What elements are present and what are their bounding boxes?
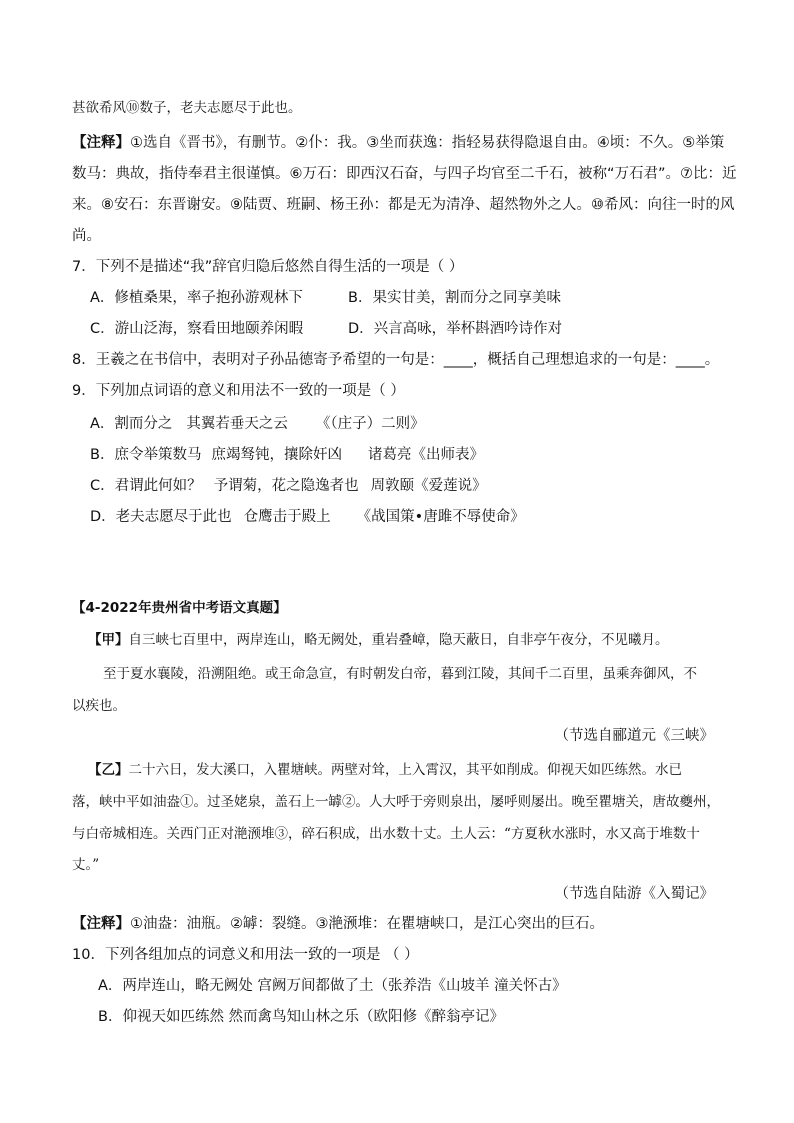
section-title: 【4-2022年贵州省中考语文真题】 [72, 600, 287, 616]
question-7-option-a: A．修植桑果，率子抱孙游观林下 [90, 290, 303, 306]
question-7-option-d: D．兴言高咏，举杯斟酒吟诗作对 [348, 321, 563, 337]
option-part: C．君谓此何如？ [90, 478, 202, 494]
passage-source: （节选自郦道元《三峡》 [554, 728, 714, 744]
passage-text: 二十六日，发大溪口，入瞿塘峡。两壁对耸，上入霄汉，其平如削成。仰视天如匹练然。水已 [128, 762, 682, 778]
question-8-stem: 8．王羲之在书信中，表明对子孙品德寄予希望的一句是：____，概括自己理想追求的一句是：____。 [72, 352, 720, 368]
option-part: 庶竭驽钝，攘除奸凶 [211, 447, 342, 463]
question-7-option-b: B．果实甘美，割而分之同享美味 [348, 290, 561, 306]
question-10-option-a: A．两岸连山，略无阙处 宫阙万间都做了土（张养浩《山坡羊 潼关怀古》 [98, 978, 567, 994]
option-source: 周敦颐《爱莲说》 [370, 478, 487, 494]
passage-label: 【甲】 [88, 632, 129, 648]
option-source: 《战国策•唐雎不辱使命》 [356, 509, 525, 525]
annotation-text: ①油盎：油瓶。②罅：裂缝。③滟滪堆：在瞿塘峡口，是江心突出的巨石。 [130, 916, 604, 932]
annotation-label: 【注释】 [72, 916, 130, 932]
question-9-stem: 9．下列加点词语的意义和用法不一致的一项是（ ） [72, 383, 405, 399]
option-source: 《（庄子）二则》 [315, 416, 425, 432]
annotation-line [72, 914, 604, 934]
question-9-option-a [90, 414, 425, 434]
passage-yi-line: 丈。” [72, 857, 100, 873]
passage-jia-line: 至于夏水襄陵，沿溯阻绝。或王命急宣，有时朝发白帝，暮到江陵，其间千二百里，虽乘奔御风，不 [103, 666, 697, 682]
question-9-option-d [90, 507, 525, 527]
passage-label: 【乙】 [88, 762, 129, 778]
option-source: 诸葛亮《出师表》 [367, 447, 484, 463]
option-part: 予谓菊，花之隐逸者也 [213, 478, 359, 494]
annotation-line: 来。⑧安石：东晋谢安。⑨陆贾、班嗣、杨王孙：都是无为清净、超然物外之人。⑩希风：向往一时的风 [72, 197, 735, 213]
question-9-option-b [90, 445, 484, 465]
passage-jia-line [88, 630, 669, 650]
question-7-option-c: C．游山泛海，察看田地颐养闲暇 [90, 321, 304, 337]
option-part: 其翼若垂天之云 [186, 416, 288, 432]
passage-source: （节选自陆游《入蜀记》 [554, 886, 714, 902]
annotation-line [72, 133, 724, 153]
annotation-line: 尚。 [72, 228, 101, 244]
question-7-stem: 7．下列不是描述“我”辞官归隐后悠然自得生活的一项是（ ） [72, 259, 464, 275]
passage-yi-line: 与白帝城相连。关西门正对滟滪堆③，碎石积成，出水数十丈。土人云：“方夏秋水涨时，水又高于堆数十 [72, 826, 700, 842]
text-line: 甚欲希风⑩数子，老夫志愿尽于此也。 [72, 100, 302, 116]
option-part: B．庶令举策数马 [90, 447, 202, 463]
passage-text: 自三峡七百里中，两岸连山，略无阙处，重岩叠嶂，隐天蔽日，自非亭午夜分，不见曦月。 [128, 632, 669, 648]
option-part: 仓鹰击于殿上 [243, 509, 331, 525]
option-part: D．老夫志愿尽于此也 [90, 509, 232, 525]
passage-yi-line [88, 760, 682, 780]
annotation-text: ①选自《晋书》，有删节。②仆：我。③坐而获逸：指轻易获得隐退自由。④顷：不久。⑤举策 [130, 135, 725, 151]
annotation-label: 【注释】 [72, 135, 130, 151]
passage-yi-line: 落，峡中平如油盎①。过圣姥泉，盖石上一罅②。人大呼于旁则泉出，屡呼则屡出。晚至瞿塘关，唐故夔州， [72, 794, 720, 810]
annotation-line: 数马：典故，指侍奉君主很谨慎。⑥万石：即西汉石奋，与四子均官至二千石，被称“万石君”。⑦比：近 [72, 166, 737, 182]
question-10-option-b: B．仰视天如匹练然 然而禽鸟知山林之乐（欧阳修《醉翁亭记》 [98, 1009, 505, 1025]
question-10-stem: 10．下列各组加点的词意义和用法一致的一项是 （ ） [72, 947, 419, 963]
passage-jia-line: 以疾也。 [72, 698, 126, 714]
question-9-option-c [90, 476, 487, 496]
option-part: A．割而分之 [90, 416, 173, 432]
